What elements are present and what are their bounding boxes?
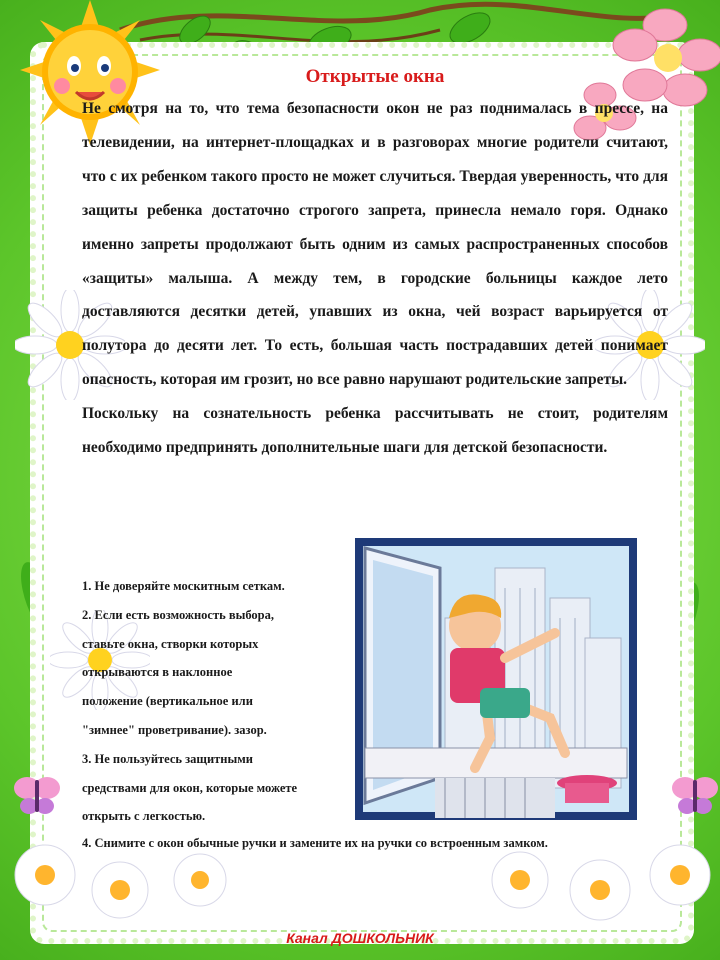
butterfly-left-icon: [12, 770, 62, 820]
tips-list: [82, 572, 362, 831]
footer-channel: Канал ДОШКОЛЬНИК: [286, 930, 434, 946]
list-item: открыть с легкостью.: [82, 809, 206, 824]
list-item: открываются в наклонное: [82, 665, 233, 680]
second-paragraph: Поскольку на сознательность ребенка рассчитывать не стоит, родителям необходимо предпринять дополнительные шаги для детской безопасности.: [82, 405, 668, 457]
list-item: положение (вертикальное или: [82, 694, 253, 709]
list-item: "зимнее" проветривание). зазор.: [82, 722, 267, 737]
child-window-illustration: [355, 538, 637, 820]
list-item: 2. Если есть возможность выбора,: [82, 607, 275, 622]
list-item-last: 4. Снимите с окон обычные ручки и замените их на ручки со встроенным замком.: [82, 836, 548, 850]
list-item: 3. Не пользуйтесь защитными: [82, 751, 253, 766]
article: [82, 60, 668, 465]
list-item: средствами для окон, которые можете: [82, 780, 298, 795]
list-item: 1. Не доверяйте москитным сеткам.: [82, 579, 285, 593]
intro-paragraph: Не смотря на то, что тема безопасности окон не раз поднималась в прессе, на телевидении, на интернет-площадках и в разговорах многие родители считают, что с их ребенком такого просто не может случиться. Твердая уверенность, что для защиты ребенка достаточно строгого запрета, принесла немало горя. Однако именно запреты продолжают быть одним из самых распространенных способов «защиты» малыша. А между тем, в городские больницы каждое лето доставляются десятки детей, упавших из окна, чей возраст варьируется от полутора до десяти лет. То есть, большая часть пострадавших детей понимает опасность, которая им грозит, но все равно нарушают родительские запреты.: [82, 100, 668, 389]
butterfly-right-icon: [670, 770, 720, 820]
page-title: Открытые окна: [305, 66, 445, 87]
list-item: ставьте окна, створки которых: [82, 636, 259, 651]
